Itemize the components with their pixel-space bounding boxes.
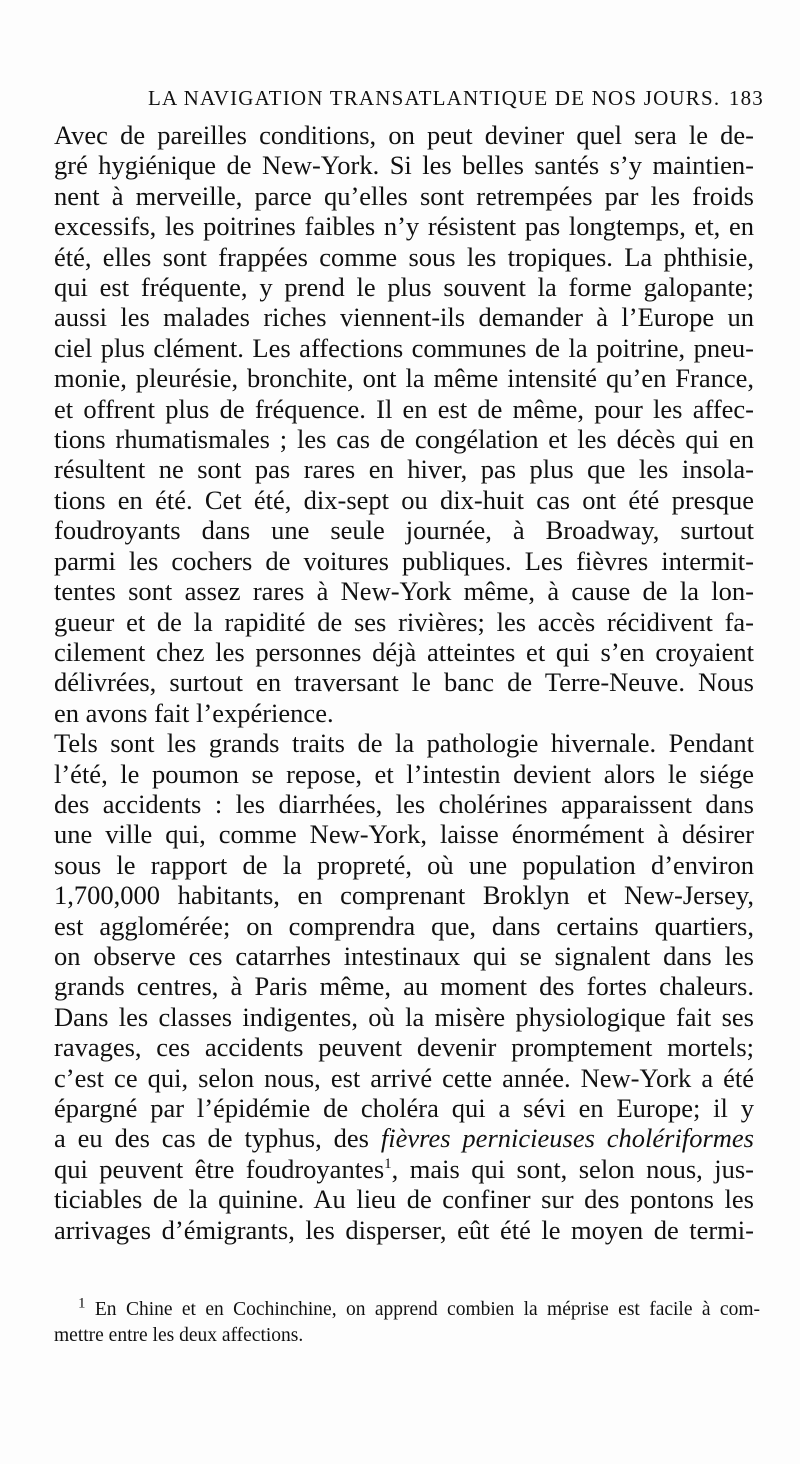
text-line: épargné par l’épidémie de choléra qui a sévi en Europe; il y bbox=[54, 1093, 754, 1123]
text-line: en avons fait l’expérience. bbox=[54, 697, 334, 728]
text-line: monie, pleurésie, bronchite, ont la même intensité qu’en France, bbox=[54, 363, 754, 394]
text-line: arrivages d’émigrants, les disperser, eût été le moyen de termi- bbox=[54, 1214, 754, 1245]
italic-term: fièvres pernicieuses cholériformes bbox=[380, 1123, 754, 1154]
text-line: tions en été. Cet été, dix-sept ou dix-huit cas ont été presque bbox=[54, 484, 754, 515]
page-number: 183 bbox=[728, 86, 764, 110]
text-line: été, elles sont frappées comme sous les tropiques. La phthisie, bbox=[54, 241, 754, 272]
text-line: aussi les malades riches viennent-ils demander à l’Europe un bbox=[54, 302, 754, 333]
footnote bbox=[54, 1297, 760, 1349]
text-line: gueur et de la rapidité de ses rivières; les accès récidivent fa- bbox=[54, 606, 754, 637]
text-line: Avec de pareilles conditions, on peut deviner quel sera le de- bbox=[54, 120, 754, 150]
footnote-text: En Chine et en Cochinchine, on apprend combien la méprise est facile à com- bbox=[94, 1299, 761, 1320]
text-line: Dans les classes indigentes, où la misère physiologique fait ses bbox=[54, 1001, 754, 1032]
text-line: l’été, le poumon se repose, et l’intestin devient alors le siége bbox=[54, 758, 754, 789]
text-line: parmi les cochers de voitures publiques. Les fièvres intermit- bbox=[54, 545, 754, 576]
text-line: cilement chez les personnes déjà atteintes et qui s’en croyaient bbox=[54, 636, 754, 667]
text-line: est agglomérée; on comprendra que, dans certains quartiers, bbox=[54, 910, 754, 941]
text-line: on observe ces catarrhes intestinaux qui se signalent dans les bbox=[54, 940, 754, 971]
text-segment: , mais qui sont, selon nous, jus- bbox=[391, 1153, 754, 1184]
text-line: et offrent plus de fréquence. Il en est de même, pour les affec- bbox=[54, 393, 754, 424]
text-line: ravages, ces accidents peuvent devenir promptement mortels; bbox=[54, 1032, 754, 1063]
text-line: gré hygiénique de New-York. Si les belles santés s’y maintien- bbox=[54, 150, 754, 181]
text-line: c’est ce qui, selon nous, est arrivé cette année. New-York a été bbox=[54, 1062, 754, 1093]
text-line: nent à merveille, parce qu’elles sont retrempées par les froids bbox=[54, 180, 754, 211]
text-line-with-footnote-ref bbox=[54, 1154, 754, 1184]
text-line: foudroyants dans une seule journée, à Broadway, surtout bbox=[54, 515, 754, 546]
text-line: qui est fréquente, y prend le plus souvent la forme galopante; bbox=[54, 272, 754, 303]
text-line: une ville qui, comme New-York, laisse énormément à désirer bbox=[54, 819, 754, 850]
main-text bbox=[54, 120, 754, 1245]
running-header bbox=[140, 86, 764, 120]
text-line: tions rhumatismales ; les cas de congélation et les décès qui en bbox=[54, 424, 754, 455]
text-line: ticiables de la quinine. Au lieu de confiner sur des pontons les bbox=[54, 1184, 754, 1215]
footnote-line: mettre entre les deux affections. bbox=[54, 1325, 304, 1346]
text-line: résultent ne sont pas rares en hiver, pas plus que les insola- bbox=[54, 454, 754, 485]
text-line: des accidents : les diarrhées, les cholérines apparaissent dans bbox=[54, 788, 754, 819]
text-line-with-italic bbox=[54, 1123, 754, 1153]
text-line: grands centres, à Paris même, au moment des fortes chaleurs. bbox=[54, 971, 754, 1002]
text-line: Tels sont les grands traits de la pathologie hivernale. Pendant bbox=[54, 728, 754, 759]
text-line: 1,700,000 habitants, en comprenant Broklyn et New-Jersey, bbox=[54, 880, 754, 911]
text-line: sous le rapport de la propreté, où une population d’environ bbox=[54, 849, 754, 880]
footnote-line bbox=[54, 1297, 760, 1323]
text-line: délivrées, surtout en traversant le banc de Terre-Neuve. Nous bbox=[54, 667, 754, 698]
text-segment: qui peuvent être foudroyantes bbox=[54, 1153, 385, 1184]
footnote-reference[interactable]: 1 bbox=[384, 1155, 392, 1172]
footnote-marker: 1 bbox=[78, 1295, 86, 1312]
running-title: LA NAVIGATION TRANSATLANTIQUE DE NOS JOURS. bbox=[148, 86, 721, 110]
text-line: ciel plus clément. Les affections communes de la poitrine, pneu- bbox=[54, 332, 754, 363]
text-segment: a eu des cas de typhus, des bbox=[54, 1123, 381, 1154]
text-line: excessifs, les poitrines faibles n’y résistent pas longtemps, et, en bbox=[54, 211, 754, 242]
text-line: tentes sont assez rares à New-York même, à cause de la lon- bbox=[54, 576, 754, 607]
